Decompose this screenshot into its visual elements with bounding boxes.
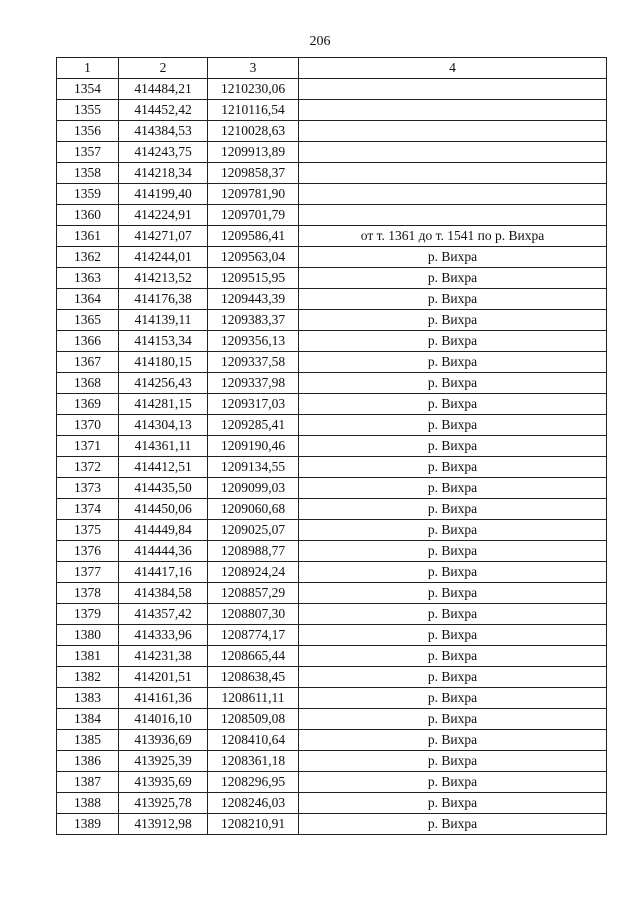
- cell-x-coordinate: 414333,96: [119, 625, 208, 646]
- cell-y-coordinate: 1210230,06: [208, 79, 299, 100]
- cell-x-coordinate: 414153,34: [119, 331, 208, 352]
- table-row: [57, 562, 607, 583]
- cell-description: р. Вихра: [299, 436, 607, 457]
- header-description: 4: [299, 58, 607, 79]
- cell-x-coordinate: 413925,39: [119, 751, 208, 772]
- cell-description: р. Вихра: [299, 667, 607, 688]
- cell-description: [299, 121, 607, 142]
- table-row: [57, 415, 607, 436]
- cell-point-number: 1367: [57, 352, 119, 373]
- cell-y-coordinate: 1208611,11: [208, 688, 299, 709]
- table-row: [57, 331, 607, 352]
- header-row: [57, 58, 607, 79]
- cell-x-coordinate: 414213,52: [119, 268, 208, 289]
- table-row: [57, 793, 607, 814]
- cell-point-number: 1386: [57, 751, 119, 772]
- cell-description: от т. 1361 до т. 1541 по р. Вихра: [299, 226, 607, 247]
- table-row: [57, 79, 607, 100]
- table-row: [57, 814, 607, 835]
- table-row: [57, 100, 607, 121]
- header-y-coordinate: 3: [208, 58, 299, 79]
- cell-point-number: 1355: [57, 100, 119, 121]
- cell-description: р. Вихра: [299, 709, 607, 730]
- table-row: [57, 520, 607, 541]
- cell-x-coordinate: 414180,15: [119, 352, 208, 373]
- cell-point-number: 1384: [57, 709, 119, 730]
- cell-x-coordinate: 414281,15: [119, 394, 208, 415]
- cell-point-number: 1389: [57, 814, 119, 835]
- table-row: [57, 667, 607, 688]
- cell-point-number: 1374: [57, 499, 119, 520]
- cell-x-coordinate: 414139,11: [119, 310, 208, 331]
- cell-point-number: 1365: [57, 310, 119, 331]
- table-row: [57, 709, 607, 730]
- page-number: 206: [309, 34, 331, 49]
- cell-y-coordinate: 1208807,30: [208, 604, 299, 625]
- cell-point-number: 1354: [57, 79, 119, 100]
- cell-x-coordinate: 414016,10: [119, 709, 208, 730]
- table-row: [57, 604, 607, 625]
- cell-y-coordinate: 1209060,68: [208, 499, 299, 520]
- table-row: [57, 163, 607, 184]
- cell-y-coordinate: 1209356,13: [208, 331, 299, 352]
- cell-point-number: 1375: [57, 520, 119, 541]
- cell-point-number: 1387: [57, 772, 119, 793]
- cell-description: р. Вихра: [299, 268, 607, 289]
- table-row: [57, 310, 607, 331]
- cell-y-coordinate: 1209858,37: [208, 163, 299, 184]
- cell-point-number: 1373: [57, 478, 119, 499]
- cell-description: [299, 184, 607, 205]
- cell-point-number: 1377: [57, 562, 119, 583]
- cell-description: р. Вихра: [299, 604, 607, 625]
- cell-y-coordinate: 1209134,55: [208, 457, 299, 478]
- table-row: [57, 247, 607, 268]
- table-row: [57, 499, 607, 520]
- cell-x-coordinate: 414361,11: [119, 436, 208, 457]
- cell-point-number: 1381: [57, 646, 119, 667]
- cell-y-coordinate: 1209586,41: [208, 226, 299, 247]
- cell-point-number: 1369: [57, 394, 119, 415]
- cell-description: р. Вихра: [299, 310, 607, 331]
- cell-point-number: 1382: [57, 667, 119, 688]
- table-row: [57, 772, 607, 793]
- table-row: [57, 478, 607, 499]
- cell-description: р. Вихра: [299, 457, 607, 478]
- cell-x-coordinate: 414271,07: [119, 226, 208, 247]
- table-row: [57, 751, 607, 772]
- cell-y-coordinate: 1208774,17: [208, 625, 299, 646]
- header-point-number: 1: [57, 58, 119, 79]
- cell-y-coordinate: 1208210,91: [208, 814, 299, 835]
- cell-point-number: 1368: [57, 373, 119, 394]
- cell-description: [299, 205, 607, 226]
- cell-y-coordinate: 1209563,04: [208, 247, 299, 268]
- cell-description: р. Вихра: [299, 541, 607, 562]
- cell-x-coordinate: 414256,43: [119, 373, 208, 394]
- cell-point-number: 1380: [57, 625, 119, 646]
- cell-y-coordinate: 1209443,39: [208, 289, 299, 310]
- cell-x-coordinate: 414201,51: [119, 667, 208, 688]
- cell-y-coordinate: 1208509,08: [208, 709, 299, 730]
- cell-x-coordinate: 414444,36: [119, 541, 208, 562]
- cell-y-coordinate: 1208246,03: [208, 793, 299, 814]
- cell-description: р. Вихра: [299, 394, 607, 415]
- cell-y-coordinate: 1209337,98: [208, 373, 299, 394]
- cell-y-coordinate: 1209337,58: [208, 352, 299, 373]
- cell-x-coordinate: 414176,38: [119, 289, 208, 310]
- cell-description: р. Вихра: [299, 688, 607, 709]
- cell-y-coordinate: 1209781,90: [208, 184, 299, 205]
- table-row: [57, 730, 607, 751]
- cell-y-coordinate: 1209099,03: [208, 478, 299, 499]
- cell-description: р. Вихра: [299, 247, 607, 268]
- cell-x-coordinate: 413935,69: [119, 772, 208, 793]
- cell-x-coordinate: 413936,69: [119, 730, 208, 751]
- cell-point-number: 1370: [57, 415, 119, 436]
- cell-point-number: 1359: [57, 184, 119, 205]
- cell-point-number: 1371: [57, 436, 119, 457]
- cell-description: р. Вихра: [299, 520, 607, 541]
- table-row: [57, 352, 607, 373]
- cell-point-number: 1358: [57, 163, 119, 184]
- cell-y-coordinate: 1208857,29: [208, 583, 299, 604]
- cell-x-coordinate: 414161,36: [119, 688, 208, 709]
- cell-y-coordinate: 1209190,46: [208, 436, 299, 457]
- cell-description: р. Вихра: [299, 331, 607, 352]
- cell-y-coordinate: 1208410,64: [208, 730, 299, 751]
- cell-y-coordinate: 1208296,95: [208, 772, 299, 793]
- cell-x-coordinate: 414484,21: [119, 79, 208, 100]
- cell-y-coordinate: 1209317,03: [208, 394, 299, 415]
- table-row: [57, 184, 607, 205]
- cell-y-coordinate: 1208665,44: [208, 646, 299, 667]
- table-row: [57, 541, 607, 562]
- cell-y-coordinate: 1209515,95: [208, 268, 299, 289]
- cell-description: р. Вихра: [299, 352, 607, 373]
- cell-x-coordinate: 414304,13: [119, 415, 208, 436]
- cell-description: [299, 100, 607, 121]
- cell-point-number: 1385: [57, 730, 119, 751]
- coordinates-table: [56, 57, 607, 835]
- cell-description: р. Вихра: [299, 583, 607, 604]
- cell-description: р. Вихра: [299, 499, 607, 520]
- cell-description: р. Вихра: [299, 415, 607, 436]
- cell-point-number: 1362: [57, 247, 119, 268]
- table-row: [57, 142, 607, 163]
- table-row: [57, 205, 607, 226]
- cell-description: р. Вихра: [299, 793, 607, 814]
- cell-y-coordinate: 1209285,41: [208, 415, 299, 436]
- cell-point-number: 1363: [57, 268, 119, 289]
- table-row: [57, 268, 607, 289]
- cell-description: р. Вихра: [299, 625, 607, 646]
- cell-point-number: 1378: [57, 583, 119, 604]
- cell-description: [299, 79, 607, 100]
- cell-x-coordinate: 414417,16: [119, 562, 208, 583]
- cell-x-coordinate: 414449,84: [119, 520, 208, 541]
- cell-y-coordinate: 1210028,63: [208, 121, 299, 142]
- cell-point-number: 1360: [57, 205, 119, 226]
- cell-point-number: 1366: [57, 331, 119, 352]
- cell-description: р. Вихра: [299, 478, 607, 499]
- table-row: [57, 373, 607, 394]
- cell-description: р. Вихра: [299, 289, 607, 310]
- cell-y-coordinate: 1210116,54: [208, 100, 299, 121]
- cell-point-number: 1379: [57, 604, 119, 625]
- cell-x-coordinate: 414450,06: [119, 499, 208, 520]
- cell-x-coordinate: 413925,78: [119, 793, 208, 814]
- cell-point-number: 1372: [57, 457, 119, 478]
- cell-point-number: 1376: [57, 541, 119, 562]
- table-row: [57, 688, 607, 709]
- table-row: [57, 436, 607, 457]
- table-row: [57, 457, 607, 478]
- cell-x-coordinate: 414452,42: [119, 100, 208, 121]
- cell-x-coordinate: 414435,50: [119, 478, 208, 499]
- cell-y-coordinate: 1208988,77: [208, 541, 299, 562]
- cell-y-coordinate: 1208361,18: [208, 751, 299, 772]
- cell-x-coordinate: 414384,58: [119, 583, 208, 604]
- cell-x-coordinate: 413912,98: [119, 814, 208, 835]
- cell-description: р. Вихра: [299, 373, 607, 394]
- cell-description: р. Вихра: [299, 730, 607, 751]
- cell-point-number: 1357: [57, 142, 119, 163]
- cell-x-coordinate: 414384,53: [119, 121, 208, 142]
- cell-y-coordinate: 1209383,37: [208, 310, 299, 331]
- cell-description: р. Вихра: [299, 562, 607, 583]
- cell-point-number: 1356: [57, 121, 119, 142]
- cell-x-coordinate: 414243,75: [119, 142, 208, 163]
- table-body: [57, 79, 607, 835]
- cell-point-number: 1361: [57, 226, 119, 247]
- table-row: [57, 394, 607, 415]
- cell-description: р. Вихра: [299, 646, 607, 667]
- cell-x-coordinate: 414224,91: [119, 205, 208, 226]
- cell-x-coordinate: 414412,51: [119, 457, 208, 478]
- cell-description: р. Вихра: [299, 751, 607, 772]
- cell-y-coordinate: 1209701,79: [208, 205, 299, 226]
- cell-description: [299, 163, 607, 184]
- table-header: [57, 58, 607, 79]
- cell-description: р. Вихра: [299, 772, 607, 793]
- cell-y-coordinate: 1208924,24: [208, 562, 299, 583]
- cell-x-coordinate: 414199,40: [119, 184, 208, 205]
- table-row: [57, 646, 607, 667]
- cell-description: р. Вихра: [299, 814, 607, 835]
- cell-description: [299, 142, 607, 163]
- header-x-coordinate: 2: [119, 58, 208, 79]
- table-row: [57, 625, 607, 646]
- cell-y-coordinate: 1209025,07: [208, 520, 299, 541]
- cell-x-coordinate: 414244,01: [119, 247, 208, 268]
- cell-x-coordinate: 414218,34: [119, 163, 208, 184]
- cell-x-coordinate: 414231,38: [119, 646, 208, 667]
- table-row: [57, 289, 607, 310]
- table-row: [57, 121, 607, 142]
- cell-y-coordinate: 1209913,89: [208, 142, 299, 163]
- table-row: [57, 226, 607, 247]
- cell-point-number: 1388: [57, 793, 119, 814]
- cell-point-number: 1364: [57, 289, 119, 310]
- table-row: [57, 583, 607, 604]
- cell-x-coordinate: 414357,42: [119, 604, 208, 625]
- cell-y-coordinate: 1208638,45: [208, 667, 299, 688]
- cell-point-number: 1383: [57, 688, 119, 709]
